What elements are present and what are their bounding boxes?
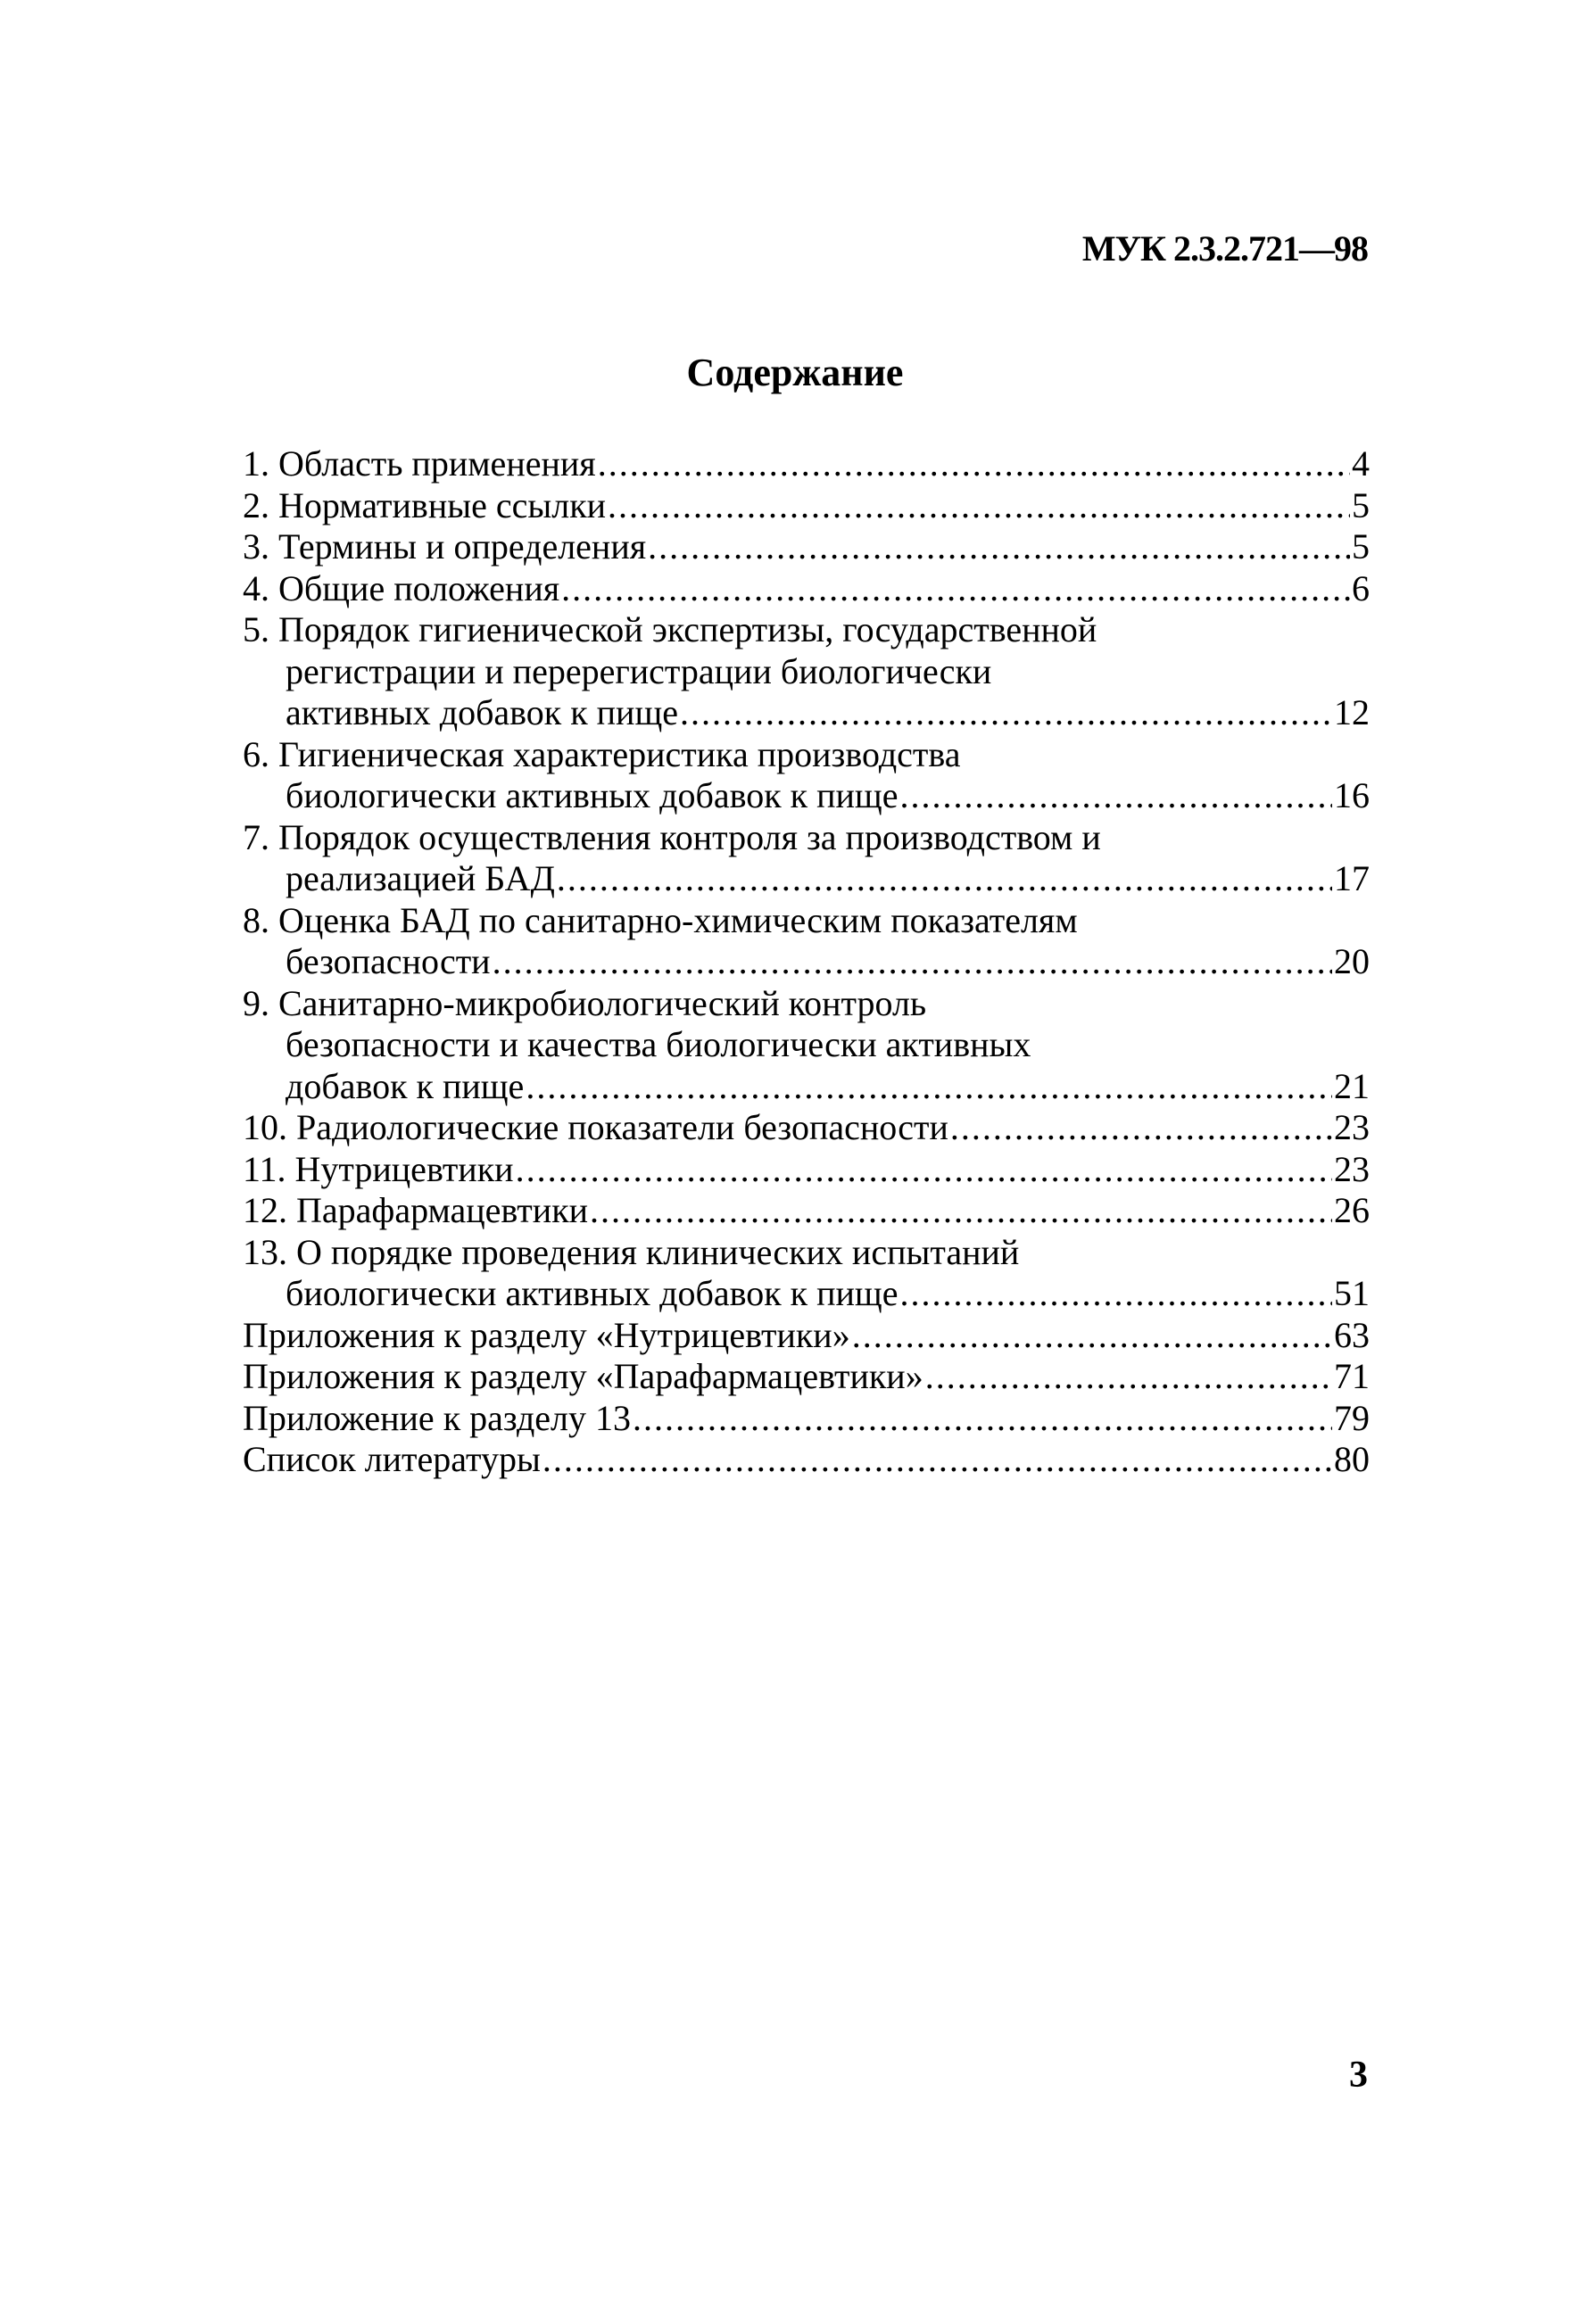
toc-dot-leader: [590, 1190, 1332, 1232]
toc-entry: [243, 1439, 1370, 1481]
toc-entry-page: 12: [1334, 692, 1370, 732]
toc-entry-last-line: [243, 1315, 1370, 1357]
toc-entry: [243, 443, 1370, 485]
toc-entry-text: безопасности: [286, 941, 491, 981]
toc-entry-text: 12. Парафармацевтики: [243, 1190, 589, 1230]
toc-entry-last-line: [243, 1439, 1370, 1481]
toc-entry: [243, 1232, 1370, 1315]
toc-entry-last-line: [243, 692, 1370, 734]
toc-entry-last-line: [243, 568, 1370, 610]
toc-entry-last-line: [243, 1356, 1370, 1398]
toc-entry-page: 26: [1334, 1190, 1370, 1230]
toc-entry: [243, 983, 1370, 1108]
toc-dot-leader: [516, 1149, 1332, 1191]
toc-dot-leader: [925, 1356, 1332, 1398]
toc-entry-page: 23: [1334, 1148, 1370, 1189]
toc-entry-text: 9. Санитарно-микробиологический контроль: [243, 982, 927, 1023]
toc-entry-text: безопасности и качества биологически активных: [286, 1024, 1031, 1064]
toc-entry-line: [243, 1232, 1370, 1274]
toc-dot-leader: [557, 858, 1332, 900]
toc-entry-page: 16: [1334, 775, 1370, 815]
toc-entry-text: 4. Общие положения: [243, 567, 560, 608]
document-code: МУК 2.3.2.721—98: [1081, 228, 1368, 269]
toc-entry-page: 21: [1334, 1065, 1370, 1106]
toc-entry: [243, 609, 1370, 734]
toc-entry-page: 20: [1334, 941, 1370, 981]
toc-entry-last-line: [243, 1398, 1370, 1440]
toc-entry-last-line: [243, 485, 1370, 527]
toc-entry-text: 6. Гигиеническая характеристика производства: [243, 733, 961, 774]
toc-entry-page: 5: [1352, 484, 1370, 525]
toc-entry-line: [243, 1024, 1370, 1066]
toc-entry: [243, 1356, 1370, 1398]
toc-entry-text: Приложение к разделу 13: [243, 1397, 632, 1438]
toc-entry-text: добавок к пище: [286, 1065, 525, 1106]
toc-entry-text: 2. Нормативные ссылки: [243, 484, 607, 525]
toc-dot-leader: [899, 1273, 1332, 1315]
toc-entry-text: 10. Радиологические показатели безопасности: [243, 1107, 948, 1147]
toc-entry-text: 13. О порядке проведения клинических испытаний: [243, 1231, 1020, 1272]
toc-entry: [243, 568, 1370, 610]
toc-entry-line: [243, 900, 1370, 942]
toc-dot-leader: [526, 1066, 1332, 1108]
toc-entry-text: 3. Термины и определения: [243, 526, 647, 567]
toc-entry-last-line: [243, 443, 1370, 485]
toc-entry-line: [243, 817, 1370, 859]
toc-entry-page: 51: [1334, 1273, 1370, 1313]
page-number: 3: [1349, 2055, 1368, 2096]
toc-entry-text: биологически активных добавок к пище: [286, 775, 899, 815]
toc-entry-text: регистрации и перерегистрации биологически: [286, 650, 992, 691]
toc-entry-text: Список литературы: [243, 1439, 541, 1479]
toc-entry-line: [243, 651, 1370, 693]
toc-entry: [243, 900, 1370, 983]
toc-entry-text: 11. Нутрицевтики: [243, 1148, 514, 1189]
toc-entry-text: активных добавок к пище: [286, 692, 679, 732]
toc-dot-leader: [950, 1107, 1332, 1149]
toc-entry: [243, 1315, 1370, 1357]
toc-entry-line: [243, 609, 1370, 651]
toc-entry-page: 17: [1334, 858, 1370, 898]
toc-entry-page: 63: [1334, 1314, 1370, 1355]
toc-entry-page: 80: [1334, 1439, 1370, 1479]
toc-entry-text: Приложения к разделу «Нутрицевтики»: [243, 1314, 850, 1355]
toc-entry-page: 5: [1352, 526, 1370, 567]
toc-entry-last-line: [243, 526, 1370, 568]
toc-entry: [243, 817, 1370, 900]
toc-entry: [243, 526, 1370, 568]
toc-dot-leader: [493, 941, 1332, 983]
toc-entry-text: 1. Область применения: [243, 443, 596, 484]
toc-entry-last-line: [243, 1273, 1370, 1315]
toc-entry-page: 79: [1334, 1397, 1370, 1438]
toc-entry-last-line: [243, 1149, 1370, 1191]
toc-dot-leader: [680, 692, 1332, 734]
toc-entry-text: биологически активных добавок к пище: [286, 1273, 899, 1313]
toc-entry: [243, 1107, 1370, 1149]
toc-entry-page: 71: [1334, 1356, 1370, 1396]
toc-entry: [243, 734, 1370, 817]
toc-entry: [243, 1398, 1370, 1440]
toc-entry: [243, 1190, 1370, 1232]
toc-entry-last-line: [243, 941, 1370, 983]
toc-entry-page: 6: [1352, 567, 1370, 608]
toc-entry-text: Приложения к разделу «Парафармацевтики»: [243, 1356, 923, 1396]
toc-entry-last-line: [243, 858, 1370, 900]
toc-entry-text: реализацией БАД: [286, 858, 555, 898]
toc-dot-leader: [608, 485, 1350, 527]
toc-dot-leader: [542, 1439, 1332, 1481]
toc-entry-text: 5. Порядок гигиенической экспертизы, государственной: [243, 609, 1097, 649]
toc-dot-leader: [633, 1398, 1332, 1440]
toc-dot-leader: [852, 1315, 1332, 1357]
toc-dot-leader: [561, 568, 1350, 610]
toc-entry-last-line: [243, 1190, 1370, 1232]
toc-entry-last-line: [243, 1066, 1370, 1108]
toc-entry-last-line: [243, 1107, 1370, 1149]
toc-title: Содержание: [686, 351, 904, 394]
toc-dot-leader: [648, 526, 1350, 568]
toc-entry-page: 4: [1352, 443, 1370, 484]
table-of-contents: [243, 443, 1370, 1481]
toc-entry-line: [243, 983, 1370, 1025]
toc-dot-leader: [598, 443, 1350, 485]
toc-entry-line: [243, 734, 1370, 776]
toc-entry: [243, 485, 1370, 527]
toc-entry-last-line: [243, 775, 1370, 817]
toc-dot-leader: [899, 775, 1332, 817]
toc-entry: [243, 1149, 1370, 1191]
toc-entry-page: 23: [1334, 1107, 1370, 1147]
toc-entry-text: 8. Оценка БАД по санитарно-химическим показателям: [243, 899, 1078, 940]
toc-entry-text: 7. Порядок осуществления контроля за производством и: [243, 816, 1101, 857]
